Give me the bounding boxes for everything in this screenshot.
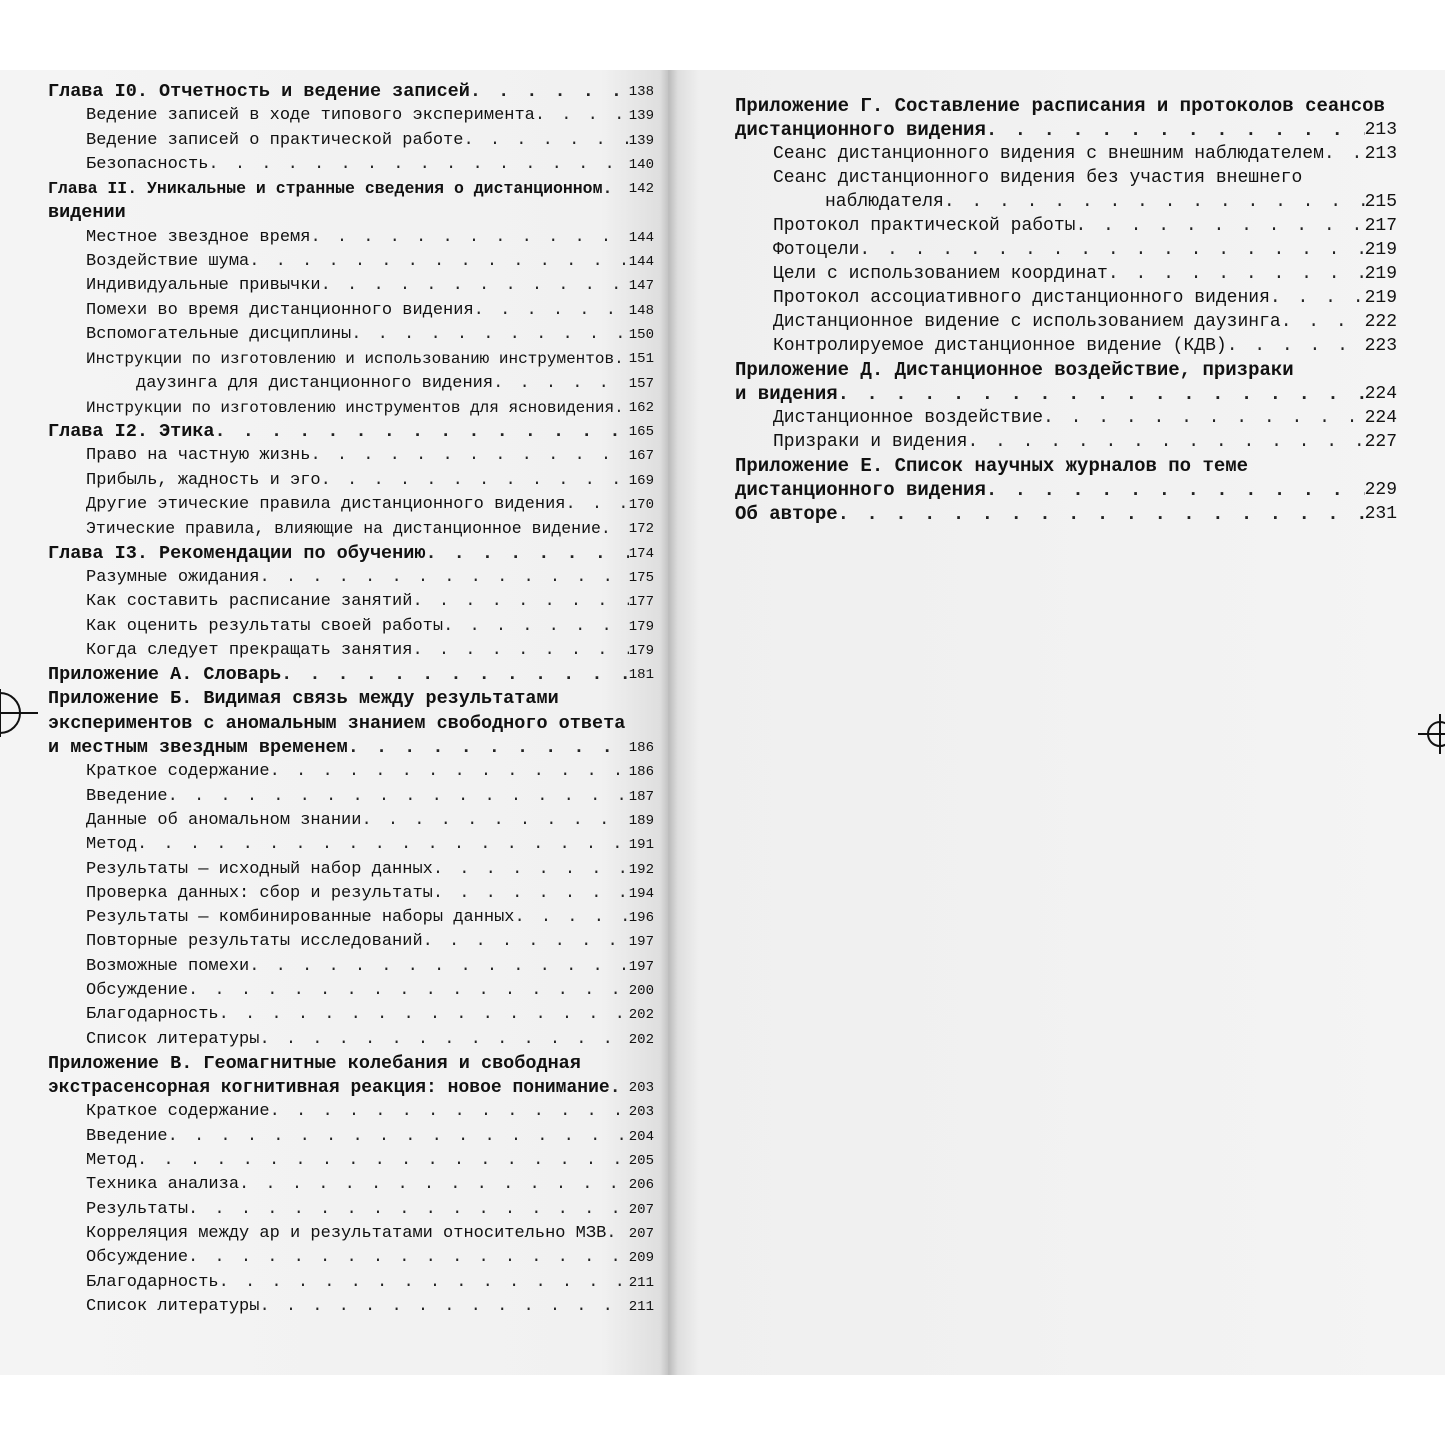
toc-entry[interactable]: [48, 1052, 654, 1076]
toc-leader-dots: [1227, 334, 1365, 358]
toc-entry[interactable]: [48, 833, 654, 857]
toc-leader-dots: [259, 566, 628, 590]
toc-leader-dots: [986, 478, 1365, 502]
toc-entry[interactable]: [48, 858, 654, 882]
toc-leader-dots: [514, 906, 628, 930]
toc-entry-title: экстрасенсорная когнитивная реакция: новое понимание: [48, 1078, 610, 1099]
toc-entry[interactable]: [48, 1125, 654, 1149]
toc-leader-dots: [425, 542, 628, 566]
toc-entry-title: Приложение А. Словарь: [48, 664, 282, 686]
toc-entry-title: Список литературы: [86, 1029, 260, 1049]
toc-entry-title: Вспомогательные дисциплины: [86, 324, 352, 344]
toc-entry-title: Результаты — исходный набор данных: [86, 859, 433, 879]
toc-entry[interactable]: [48, 274, 654, 298]
toc-leader-dots: [168, 1125, 629, 1149]
toc-entry[interactable]: [735, 478, 1397, 502]
toc-page-number: 192: [628, 861, 654, 878]
toc-leader-dots: [493, 372, 629, 396]
toc-entry-title: Глава I2. Этика: [48, 421, 215, 443]
toc-entry[interactable]: [48, 517, 654, 541]
toc-page-number: 189: [628, 812, 654, 829]
toc-entry-title: Краткое содержание: [86, 762, 270, 782]
toc-leader-dots: [188, 979, 629, 1003]
toc-leader-dots: [433, 858, 629, 882]
toc-entry[interactable]: [48, 250, 654, 274]
toc-leader-dots: [1324, 142, 1365, 166]
toc-page-number: 162: [628, 399, 654, 416]
toc-entry-title: Благодарность: [86, 1272, 219, 1292]
toc-entry[interactable]: [48, 1100, 654, 1124]
toc-entry[interactable]: [48, 615, 654, 639]
toc-page-number: 207: [628, 1201, 654, 1218]
toc-entry[interactable]: [48, 153, 654, 177]
toc-leader-dots: [137, 1149, 629, 1173]
toc-entry-title: Дистанционное видение с использованием даузинга: [773, 312, 1281, 332]
toc-page-number: 206: [628, 1177, 654, 1194]
toc-leader-dots: [443, 615, 629, 639]
toc-entry-title: Приложение Б. Видимая связь между результатами: [48, 688, 559, 710]
toc-leader-dots: [259, 1295, 628, 1319]
toc-page-number: 179: [628, 642, 654, 659]
toc-entry-title: Об авторе: [735, 503, 838, 525]
toc-page-number: 142: [628, 181, 654, 198]
toc-page-number: 175: [628, 569, 654, 586]
toc-entry[interactable]: [48, 1003, 654, 1027]
toc-leader-dots: [249, 250, 629, 274]
toc-leader-dots: [838, 502, 1365, 526]
toc-entry-title: Проверка данных: сбор и результаты: [86, 883, 433, 903]
toc-entry-title: Когда следует прекращать занятия: [86, 640, 413, 660]
toc-page-number: 186: [628, 740, 654, 757]
toc-entry[interactable]: [48, 129, 654, 153]
toc-page-number: 187: [628, 788, 654, 805]
toc-page-number: 213: [1364, 144, 1397, 164]
toc-entry-title: Обсуждение: [86, 980, 189, 1000]
toc-leader-dots: [281, 663, 629, 687]
toc-entry-title: Глава I0. Отчетность и ведение записей: [48, 81, 470, 102]
toc-page-number: 177: [628, 594, 654, 611]
toc-entry[interactable]: [735, 214, 1397, 238]
toc-entry[interactable]: [48, 323, 654, 347]
toc-page-number: 211: [628, 1298, 654, 1315]
toc-entry-title: наблюдателя: [825, 192, 944, 212]
toc-page-number: 219: [1364, 240, 1397, 260]
toc-page-number: 179: [628, 618, 654, 635]
toc-leader-dots: [1075, 214, 1364, 238]
toc-entry[interactable]: [48, 177, 654, 201]
toc-page-number: 186: [628, 764, 654, 781]
toc-entry[interactable]: [48, 1149, 654, 1173]
toc-page-number: 227: [1364, 432, 1397, 452]
toc-entry[interactable]: [48, 760, 654, 784]
toc-entry-title: Этические правила, влияющие на дистанционное видение: [86, 519, 601, 539]
toc-entry-title: Как составить расписание занятий: [86, 592, 413, 612]
toc-entry-title: Сеанс дистанционного видения с внешним наблюдателем: [773, 144, 1324, 164]
toc-entry[interactable]: [735, 310, 1397, 334]
toc-page-number: 204: [628, 1128, 654, 1145]
toc-entry-title: Инструкции по изготовлению инструментов для ясновидения: [86, 398, 615, 417]
toc-leader-dots: [361, 809, 628, 833]
toc-entry[interactable]: [735, 454, 1397, 478]
toc-entry[interactable]: [48, 444, 654, 468]
toc-leader-dots: [1043, 406, 1365, 430]
toc-entry[interactable]: [735, 142, 1397, 166]
toc-page-number: 224: [1364, 384, 1397, 404]
toc-entry[interactable]: [735, 286, 1397, 310]
toc-page-number: 139: [628, 108, 654, 125]
toc-page-number: 200: [628, 982, 654, 999]
toc-entry[interactable]: [48, 201, 654, 225]
toc-entry[interactable]: [735, 406, 1397, 430]
toc-entry[interactable]: [48, 1246, 654, 1270]
toc-entry-title: Право на частную жизнь: [86, 446, 311, 466]
toc-page-number: 224: [1364, 408, 1397, 428]
toc-page-number: 140: [628, 156, 654, 173]
toc-leader-dots: [1270, 286, 1365, 310]
toc-leader-dots: [463, 129, 628, 153]
toc-entry-title: Введение: [86, 786, 168, 806]
toc-entry[interactable]: [735, 238, 1397, 262]
toc-page-number: 191: [628, 837, 654, 854]
toc-entry-title: Список литературы: [86, 1296, 260, 1316]
registration-mark-icon: [0, 683, 38, 743]
toc-page-number: 213: [1364, 120, 1397, 140]
toc-page-number: 207: [628, 1225, 654, 1242]
toc-page-number: 205: [628, 1153, 654, 1170]
toc-entry[interactable]: [48, 955, 654, 979]
toc-page-number: 150: [628, 326, 654, 343]
toc-entry-title: Безопасность: [86, 154, 209, 174]
toc-page-number: 151: [628, 351, 654, 368]
toc-entry[interactable]: [735, 502, 1397, 526]
toc-entry[interactable]: [48, 590, 654, 614]
toc-entry-title: Благодарность: [86, 1005, 219, 1025]
toc-entry[interactable]: [48, 396, 654, 420]
toc-entry[interactable]: [48, 299, 654, 323]
toc-page-number: 219: [1364, 288, 1397, 308]
toc-entry[interactable]: [48, 1173, 654, 1197]
toc-entry[interactable]: [48, 906, 654, 930]
toc-page-number: 203: [628, 1104, 654, 1121]
toc-leader-dots: [967, 430, 1364, 454]
toc-page-number: 169: [628, 472, 654, 489]
toc-entry[interactable]: [48, 226, 654, 250]
toc-entry-title: Контролируемое дистанционное видение (КДВ): [773, 336, 1227, 356]
toc-entry-title: Воздействие шума: [86, 252, 250, 272]
toc-page-number: 144: [628, 229, 654, 246]
toc-page-number: 231: [1364, 504, 1397, 524]
toc-page-number: 181: [628, 667, 654, 684]
toc-entry[interactable]: [48, 469, 654, 493]
toc-page-number: 139: [628, 132, 654, 149]
toc-leader-dots: [321, 469, 629, 493]
toc-entry-title: и местным звездным временем: [48, 737, 348, 759]
toc-entry-title: Данные об аномальном знании: [86, 810, 362, 830]
toc-entry[interactable]: [48, 639, 654, 663]
toc-entry-title: Корреляция между ар и результатами относительно МЗВ: [86, 1223, 607, 1243]
toc-entry-title: Метод: [86, 835, 138, 855]
toc-leader-dots: [606, 1222, 628, 1246]
toc-leader-dots: [321, 274, 629, 298]
toc-entry-title: Возможные помехи: [86, 956, 250, 976]
toc-entry-title: Техника анализа: [86, 1175, 240, 1195]
toc-entry-title: дистанционного видения: [735, 479, 986, 501]
toc-entry[interactable]: [735, 190, 1397, 214]
toc-entry[interactable]: [48, 493, 654, 517]
toc-entry[interactable]: [48, 104, 654, 128]
toc-page-number: 229: [1364, 480, 1397, 500]
crosshair-mark-icon: [1418, 714, 1445, 754]
toc-entry[interactable]: [735, 94, 1397, 118]
toc-entry[interactable]: [48, 1028, 654, 1052]
toc-entry-title: и видения: [735, 383, 838, 405]
toc-leader-dots: [188, 1198, 629, 1222]
toc-entry[interactable]: [48, 347, 654, 371]
toc-entry[interactable]: [48, 809, 654, 833]
toc-page-number: 202: [628, 1031, 654, 1048]
toc-entry-title: Ведение записей о практической работе: [86, 130, 464, 150]
toc-entry[interactable]: [48, 1222, 654, 1246]
toc-entry[interactable]: [735, 118, 1397, 142]
toc-entry[interactable]: [48, 736, 654, 760]
toc-entry-title: Дистанционное воздействие: [773, 408, 1044, 428]
toc-leader-dots: [188, 1246, 629, 1270]
right-table-of-contents: [735, 94, 1397, 526]
toc-entry-title: Краткое содержание: [86, 1102, 270, 1122]
book-spread: [0, 70, 1445, 1375]
toc-leader-dots: [1108, 262, 1365, 286]
toc-leader-dots: [249, 955, 629, 979]
toc-entry-title: Местное звездное время: [86, 227, 311, 247]
toc-page-number: 167: [628, 448, 654, 465]
toc-entry-title: Результаты — комбинированные наборы данных: [86, 908, 515, 928]
toc-leader-dots: [944, 190, 1365, 214]
toc-leader-dots: [259, 1028, 628, 1052]
toc-entry[interactable]: [48, 420, 654, 444]
toc-page-number: 138: [628, 84, 654, 100]
toc-leader-dots: [433, 882, 629, 906]
toc-leader-dots: [208, 153, 628, 177]
toc-leader-dots: [351, 323, 629, 347]
toc-entry-title: Другие этические правила дистанционного видения: [86, 495, 566, 515]
toc-page-number: 203: [628, 1080, 654, 1097]
toc-entry[interactable]: [48, 542, 654, 566]
toc-leader-dots: [310, 444, 628, 468]
toc-entry-title: Цели с использованием координат: [773, 264, 1108, 284]
toc-page-number: 197: [628, 934, 654, 951]
toc-entry-title: Приложение Г. Составление расписания и протоколов сеансов: [735, 95, 1385, 117]
toc-entry-title: Приложение В. Геомагнитные колебания и свободная: [48, 1052, 581, 1074]
toc-leader-dots: [348, 736, 629, 760]
toc-leader-dots: [601, 517, 629, 541]
toc-page-number: 144: [628, 254, 654, 271]
toc-page-number: 194: [628, 885, 654, 902]
toc-page-number: 209: [628, 1250, 654, 1267]
toc-leader-dots: [270, 760, 629, 784]
toc-leader-dots: [215, 420, 629, 444]
toc-entry[interactable]: [48, 930, 654, 954]
toc-entry[interactable]: [735, 166, 1397, 190]
toc-leader-dots: [535, 104, 629, 128]
book-gutter: [660, 70, 678, 1375]
toc-page-number: 165: [628, 424, 654, 441]
toc-entry-title: Результаты: [86, 1199, 189, 1219]
toc-entry[interactable]: [735, 430, 1397, 454]
toc-entry[interactable]: [735, 358, 1397, 382]
toc-leader-dots: [239, 1173, 629, 1197]
toc-page-number: 174: [628, 545, 654, 562]
toc-leader-dots: [614, 396, 629, 420]
toc-entry-title: Прибыль, жадность и эго: [86, 470, 321, 490]
toc-entry-title: Как оценить результаты своей работы: [86, 616, 444, 636]
toc-page-number: 211: [628, 1274, 654, 1291]
toc-entry-title: Призраки и видения: [773, 432, 968, 452]
toc-entry-title: Инструкции по изготовлению и использованию инструментов: [86, 350, 615, 369]
toc-entry-title: экспериментов с аномальным знанием свободного ответа: [48, 712, 626, 734]
toc-entry-title: Помехи во время дистанционного видения: [86, 300, 474, 320]
toc-entry-title: Обсуждение: [86, 1248, 189, 1268]
toc-entry-title: Введение: [86, 1126, 168, 1146]
toc-leader-dots: [137, 833, 629, 857]
toc-page-number: 148: [628, 302, 654, 319]
toc-entry[interactable]: [48, 1295, 654, 1319]
toc-leader-dots: [219, 1271, 629, 1295]
toc-leader-dots: [412, 590, 628, 614]
toc-page-number: 157: [628, 375, 654, 392]
toc-page-number: 196: [628, 910, 654, 927]
toc-entry-title: Разумные ожидания: [86, 567, 260, 587]
toc-entry[interactable]: [48, 1198, 654, 1222]
toc-entry-title: Приложение Д. Дистанционное воздействие, призраки: [735, 359, 1294, 381]
toc-page-number: 202: [628, 1007, 654, 1024]
toc-leader-dots: [610, 1076, 629, 1100]
toc-page-number: 170: [628, 497, 654, 514]
toc-leader-dots: [986, 118, 1365, 142]
toc-entry[interactable]: [48, 80, 654, 104]
toc-entry-title: Протокол практической работы: [773, 216, 1076, 236]
toc-entry[interactable]: [735, 382, 1397, 406]
toc-entry[interactable]: [48, 1076, 654, 1100]
toc-entry-title: Приложение Е. Список научных журналов по теме: [735, 455, 1249, 477]
toc-leader-dots: [423, 930, 629, 954]
toc-leader-dots: [470, 80, 629, 104]
toc-leader-dots: [1281, 310, 1365, 334]
toc-page-number: 219: [1364, 264, 1397, 284]
toc-page-number: 222: [1364, 312, 1397, 332]
toc-entry[interactable]: [48, 566, 654, 590]
left-table-of-contents: [48, 80, 654, 1319]
toc-page-number: 147: [628, 278, 654, 295]
toc-leader-dots: [603, 177, 629, 201]
toc-entry-title: Повторные результаты исследований: [86, 932, 423, 952]
toc-entry-title: Ведение записей в ходе типового эксперимента: [86, 106, 535, 126]
toc-leader-dots: [168, 785, 629, 809]
toc-leader-dots: [474, 299, 629, 323]
toc-entry[interactable]: [48, 372, 654, 396]
toc-page-number: 197: [628, 958, 654, 975]
toc-leader-dots: [310, 226, 628, 250]
toc-leader-dots: [565, 493, 628, 517]
toc-entry[interactable]: [735, 334, 1397, 358]
toc-entry[interactable]: [735, 262, 1397, 286]
toc-entry-title: дистанционного видения: [735, 119, 986, 141]
toc-leader-dots: [270, 1100, 629, 1124]
toc-entry[interactable]: [48, 663, 654, 687]
toc-entry-title: Глава II. Уникальные и странные сведения о дистанционном: [48, 179, 603, 199]
toc-entry[interactable]: [48, 687, 654, 711]
toc-page-number: 172: [628, 521, 654, 538]
toc-leader-dots: [838, 382, 1365, 406]
toc-page-number: 215: [1364, 192, 1397, 212]
toc-entry-title: видении: [48, 202, 126, 224]
toc-entry[interactable]: [48, 785, 654, 809]
toc-leader-dots: [859, 238, 1364, 262]
toc-entry-title: даузинга для дистанционного видения: [136, 373, 494, 393]
toc-entry-title: Индивидуальные привычки: [86, 276, 321, 296]
toc-entry-title: Фотоцели: [773, 240, 860, 260]
toc-entry-title: Протокол ассоциативного дистанционного видения: [773, 288, 1270, 308]
toc-leader-dots: [219, 1003, 629, 1027]
toc-entry[interactable]: [48, 712, 654, 736]
toc-entry[interactable]: [48, 882, 654, 906]
toc-leader-dots: [412, 639, 628, 663]
toc-entry-title: Метод: [86, 1151, 138, 1171]
toc-page-number: 217: [1364, 216, 1397, 236]
toc-leader-dots: [614, 347, 629, 371]
toc-entry-title: Глава I3. Рекомендации по обучению: [48, 542, 426, 564]
toc-entry-title: Сеанс дистанционного видения без участия внешнего: [773, 168, 1303, 188]
toc-entry[interactable]: [48, 979, 654, 1003]
toc-entry[interactable]: [48, 1271, 654, 1295]
toc-page-number: 223: [1364, 336, 1397, 356]
